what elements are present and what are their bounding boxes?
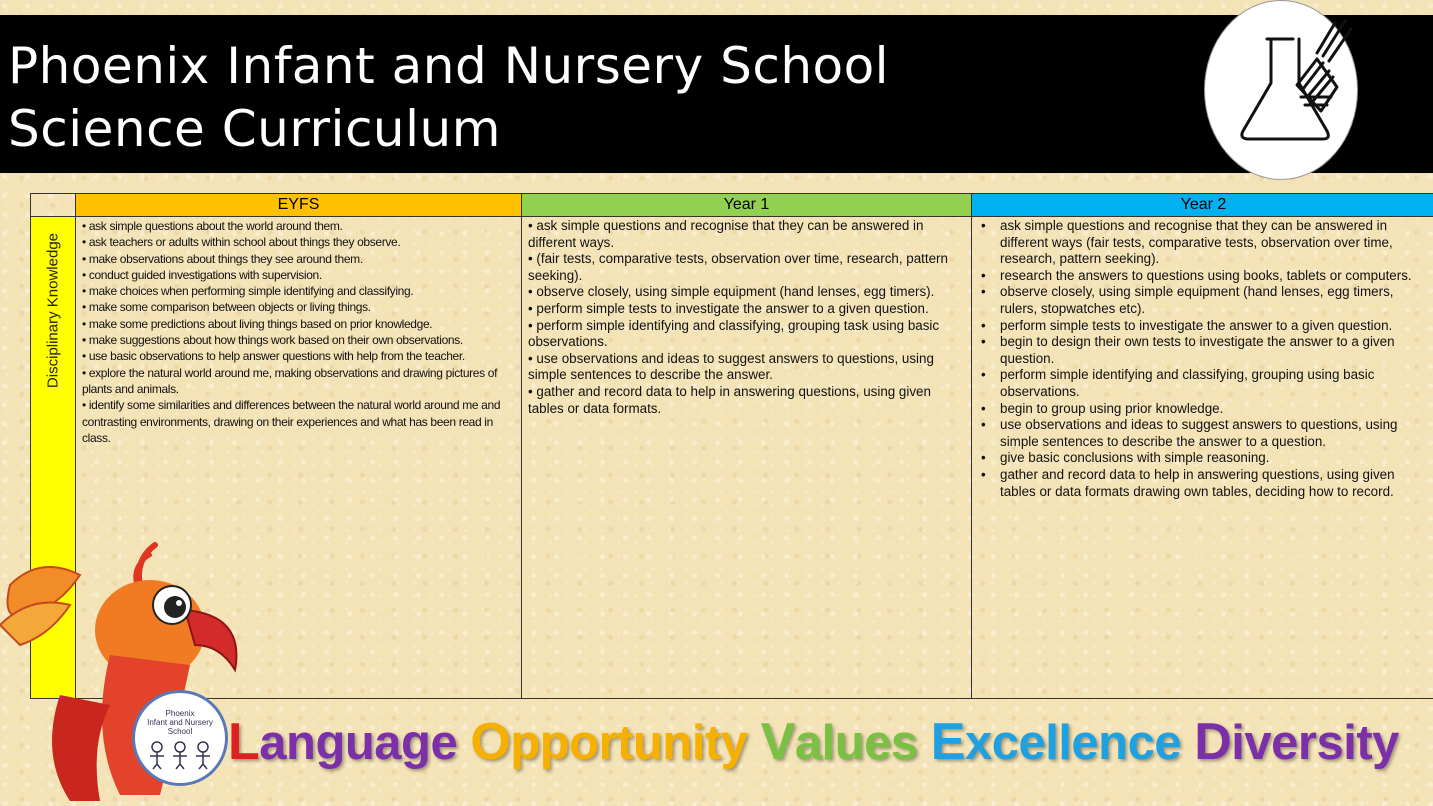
motto-initial: O (470, 713, 510, 771)
badge-line-1: Phoenix (135, 709, 225, 718)
year2-objectives-list (972, 217, 1433, 500)
list-item: • ask simple questions about the world around them. (82, 218, 517, 234)
school-badge (132, 690, 228, 786)
motto-initial: E (931, 713, 965, 771)
motto-excellence (931, 716, 1194, 770)
list-item: • perform simple tests to investigate the answer to a given question. (978, 318, 1431, 335)
column-header-year2: Year 2 (972, 194, 1433, 217)
page-title-line-1: Phoenix Infant and Nursery School (8, 37, 889, 95)
list-item: • explore the natural world around me, making observations and drawing pictures of plants and animals. (82, 365, 517, 398)
list-item: • use observations and ideas to suggest answers to questions, using simple sentences to describe the answer. (528, 351, 967, 384)
list-item: • use basic observations to help answer questions with help from the teacher. (82, 348, 517, 364)
flask-icon (1204, 0, 1358, 180)
list-item: • make observations about things they see around them. (82, 251, 517, 267)
list-item: • conduct guided investigations with supervision. (82, 267, 517, 283)
year1-objectives-list (522, 217, 971, 417)
list-item: • observe closely, using simple equipment (hand lenses, egg timers). (528, 284, 967, 301)
motto-rest: xcellence (965, 716, 1194, 770)
year1-cell (522, 217, 972, 699)
list-item: • ask simple questions and recognise that they can be answered in different ways. (528, 218, 967, 251)
list-item: • (fair tests, comparative tests, observation over time, research, pattern seeking). (528, 251, 967, 284)
list-item: • use observations and ideas to suggest answers to questions, using simple sentences to describe the answer to a question. (978, 417, 1431, 450)
column-header-eyfs: EYFS (76, 194, 522, 217)
list-item: • research the answers to questions using books, tablets or computers. (978, 268, 1431, 285)
column-header-year1: Year 1 (522, 194, 972, 217)
list-item: • give basic conclusions with simple reasoning. (978, 450, 1431, 467)
motto-diversity (1194, 716, 1399, 770)
list-item: • gather and record data to help in answering questions, using given tables or data formats. (528, 384, 967, 417)
list-item: • make suggestions about how things work based on their own observations. (82, 332, 517, 348)
badge-line-2: Infant and Nursery (135, 718, 225, 727)
list-item: • perform simple identifying and classifying, grouping task using basic observations. (528, 318, 967, 351)
badge-line-3: School (135, 727, 225, 736)
motto-initial: L (228, 713, 259, 771)
motto-rest: pportunity (510, 716, 760, 770)
row-label-disciplinary-knowledge: Disciplinary Knowledge (45, 233, 62, 388)
page-title-line-2: Science Curriculum (8, 100, 501, 158)
motto-initial: V (761, 713, 795, 771)
motto-rest: anguage (259, 716, 470, 770)
children-icon (145, 740, 215, 770)
list-item: • gather and record data to help in answering questions, using given tables or data formats drawing own tables, deciding how to record. (978, 467, 1431, 500)
list-item: • perform simple tests to investigate the answer to a given question. (528, 301, 967, 318)
motto-opportunity (470, 716, 760, 770)
eyfs-objectives-list (76, 217, 521, 446)
motto-values (761, 716, 931, 770)
motto-initial: D (1194, 713, 1231, 771)
list-item: • make choices when performing simple identifying and classifying. (82, 283, 517, 299)
list-item: • ask simple questions and recognise that they can be answered in different ways (fair tests, comparative tests, observation over time, research, pattern seeking). (978, 218, 1431, 268)
list-item: • begin to group using prior knowledge. (978, 401, 1431, 418)
motto-language (228, 716, 470, 770)
list-item: • perform simple identifying and classifying, grouping using basic observations. (978, 367, 1431, 400)
year2-cell (972, 217, 1433, 699)
phoenix-bird-icon (0, 535, 250, 801)
list-item: • identify some similarities and differences between the natural world around me and contrasting environments, drawing on their experiences and what has been read in class. (82, 397, 517, 446)
school-values-motto (228, 712, 1399, 792)
list-item: • make some comparison between objects or living things. (82, 299, 517, 315)
corner-cell (31, 194, 76, 217)
list-item: • begin to design their own tests to investigate the answer to a given question. (978, 334, 1431, 367)
motto-rest: alues (795, 716, 931, 770)
list-item: • observe closely, using simple equipment (hand lenses, egg timers, rulers, stopwatches etc). (978, 284, 1431, 317)
motto-rest: iversity (1231, 716, 1399, 770)
list-item: • ask teachers or adults within school about things they observe. (82, 234, 517, 250)
list-item: • make some predictions about living things based on prior knowledge. (82, 316, 517, 332)
